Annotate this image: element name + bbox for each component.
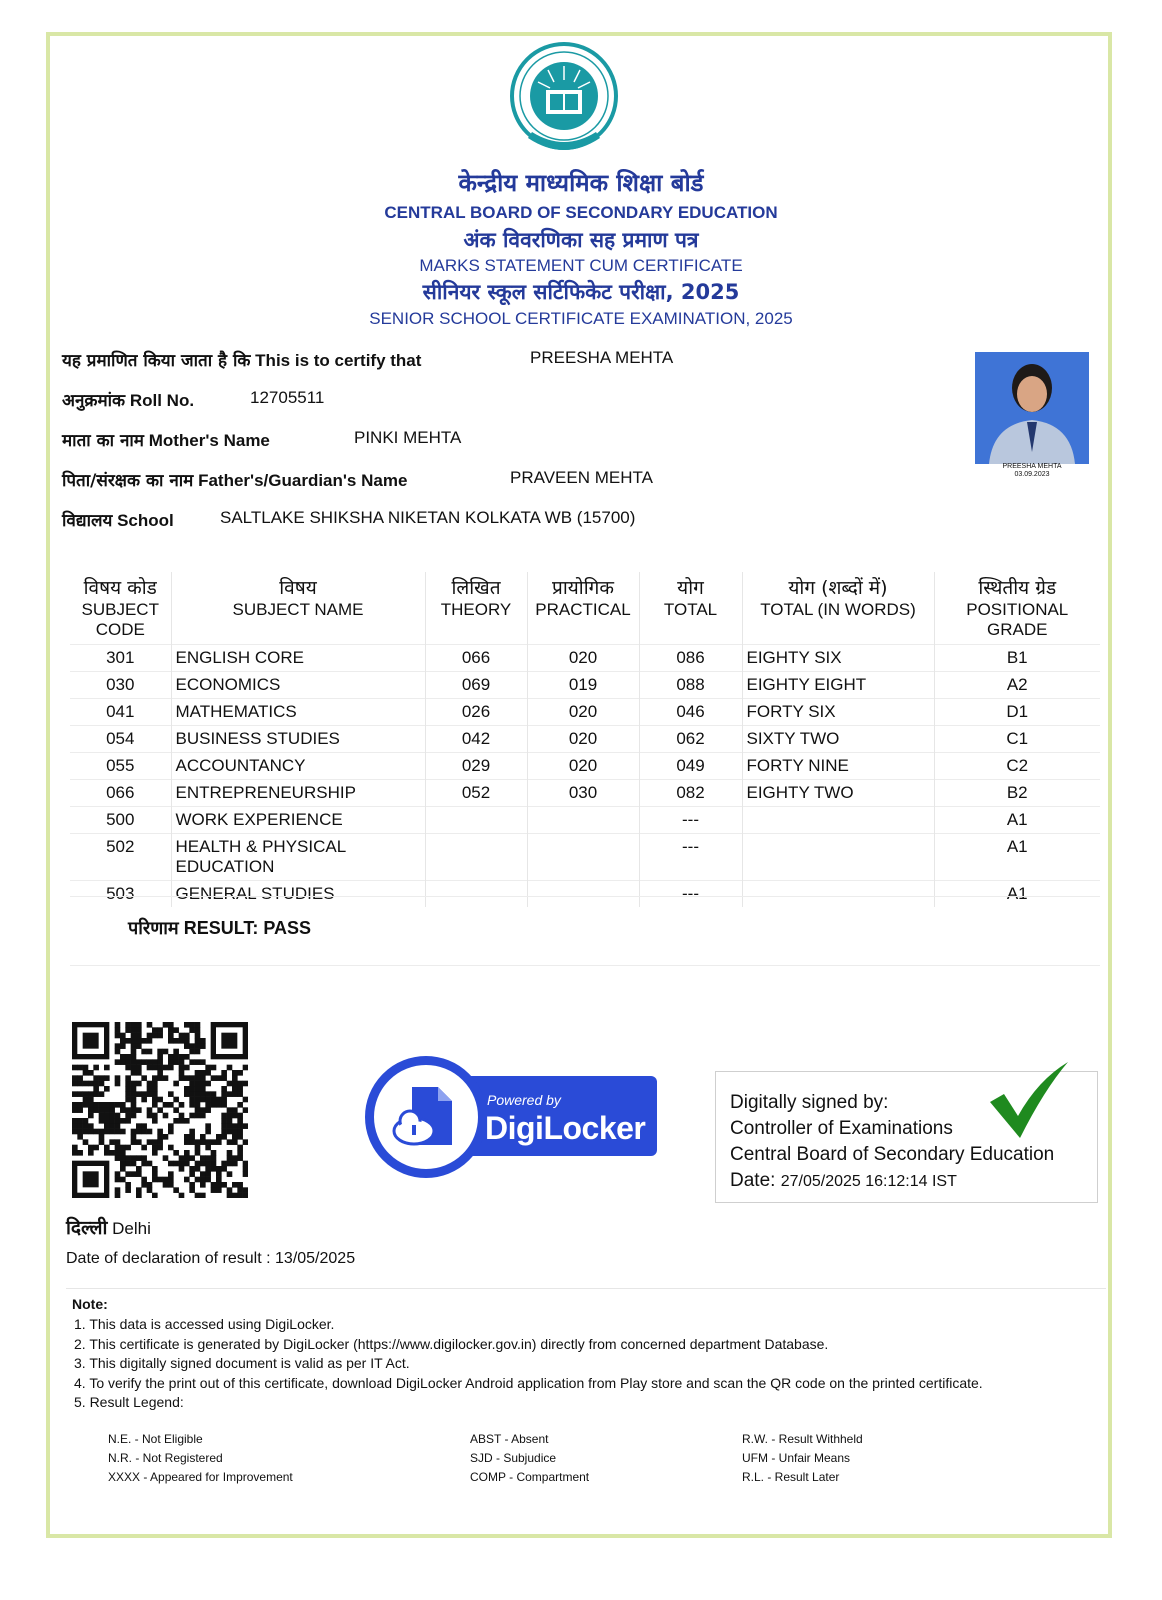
note-item: 2. This certificate is generated by DigiLocker (https://www.digilocker.gov.in) directly from concerned department Database. xyxy=(74,1335,829,1352)
candidate-name: PREESHA MEHTA xyxy=(530,348,674,367)
note-title: Note: xyxy=(72,1296,108,1312)
board-name-hindi: केन्द्रीय माध्यमिक शिक्षा बोर्ड xyxy=(458,169,704,197)
certify-label: यह प्रमाणित किया जाता है कि This is to certify that xyxy=(62,351,422,371)
exam-title-hindi: सीनियर स्कूल सर्टिफिकेट परीक्षा, 2025 xyxy=(422,280,740,304)
mother-name: PINKI MEHTA xyxy=(354,428,462,447)
person-photo-icon xyxy=(975,352,1089,464)
document-title-hindi: अंक विवरणिका सह प्रमाण पत्र xyxy=(463,228,699,252)
roll-label: अनुक्रमांक Roll No. xyxy=(62,391,195,411)
table-header-row xyxy=(70,572,1100,645)
table-row: 301 ENGLISH CORE 066 020 086 EIGHTY SIX B1 xyxy=(70,645,1100,672)
note-item: 3. This digitally signed document is valid as per IT Act. xyxy=(74,1355,410,1371)
legend-row: N.E. - Not Eligible ABST - Absent R.W. - Result Withheld xyxy=(108,1432,863,1446)
note-item: 4. To verify the print out of this certificate, download DigiLocker Android application from Play store and scan the QR code on the printed certificate. xyxy=(74,1374,983,1391)
result-label: परिणाम RESULT: PASS xyxy=(128,918,312,939)
cloud-document-icon xyxy=(374,1065,478,1169)
school-name: SALTLAKE SHIKSHA NIKETAN KOLKATA WB (15700) xyxy=(220,508,636,527)
legend-row: N.R. - Not Registered SJD - Subjudice UFM - Unfair Means xyxy=(108,1451,851,1465)
table-row: 500 WORK EXPERIENCE --- A1 xyxy=(70,807,1100,834)
header-practical: प्रायोगिक PRACTICAL xyxy=(527,572,639,645)
photo-caption: PREESHA MEHTA 03.09.2023 xyxy=(1002,463,1062,478)
checkmark-icon xyxy=(988,1060,1072,1142)
divider xyxy=(66,1288,1106,1289)
mother-label: माता का नाम Mother's Name xyxy=(62,431,270,451)
table-row: 502 HEALTH & PHYSICAL EDUCATION --- A1 xyxy=(70,834,1100,881)
result-legend xyxy=(108,1430,908,1487)
table-row: 066 ENTREPRENEURSHIP 052 030 082 EIGHTY TWO B2 xyxy=(70,780,1100,807)
header-total-words: योग (शब्दों में) TOTAL (IN WORDS) xyxy=(742,572,934,645)
header-grade: स्थितीय ग्रेड POSITIONAL GRADE xyxy=(966,577,1069,639)
table-row: 030 ECONOMICS 069 019 088 EIGHTY EIGHT A2 xyxy=(70,672,1100,699)
qr-code-icon xyxy=(72,1022,248,1198)
signature-text: Digitally signed by: Controller of Examinations Central Board of Secondary Education Date: 27/05/2025 16:12:14 IST xyxy=(730,1092,1055,1191)
table-row: 054 BUSINESS STUDIES 042 020 062 SIXTY TWO C1 xyxy=(70,726,1100,753)
place: दिल्ली Delhi xyxy=(66,1217,151,1239)
candidate-photo xyxy=(975,352,1089,464)
table-row: 055 ACCOUNTANCY 029 020 049 FORTY NINE C2 xyxy=(70,753,1100,780)
header-subject-name: विषय SUBJECT NAME xyxy=(171,572,425,645)
digilocker-powered-by: Powered by xyxy=(487,1092,561,1108)
father-label: पिता/संरक्षक का नाम Father's/Guardian's Name xyxy=(62,471,408,491)
digital-signature-box xyxy=(715,1071,1098,1203)
cbse-logo-icon xyxy=(508,40,620,164)
marks-table xyxy=(70,572,1100,907)
digilocker-badge xyxy=(365,1056,657,1178)
legend-row: XXXX - Appeared for Improvement COMP - Compartment R.L. - Result Later xyxy=(108,1470,840,1484)
header-total: योग TOTAL xyxy=(639,572,742,645)
board-name-english: CENTRAL BOARD OF SECONDARY EDUCATION xyxy=(384,203,778,222)
roll-number: 12705511 xyxy=(250,388,325,407)
school-label: विद्यालय School xyxy=(62,511,174,531)
table-row: 041 MATHEMATICS 026 020 046 FORTY SIX D1 xyxy=(70,699,1100,726)
note-item: 1. This data is accessed using DigiLocker. xyxy=(74,1316,335,1332)
note-list xyxy=(66,1315,1106,1413)
declaration-date: Date of declaration of result : 13/05/2025 xyxy=(66,1250,356,1267)
header-theory: लिखित THEORY xyxy=(425,572,527,645)
digilocker-circle xyxy=(365,1056,487,1178)
father-name: PRAVEEN MEHTA xyxy=(510,468,653,487)
table-row: 503 GENERAL STUDIES --- A1 xyxy=(70,881,1100,908)
document-title-english: MARKS STATEMENT CUM CERTIFICATE xyxy=(419,256,743,275)
exam-title-english: SENIOR SCHOOL CERTIFICATE EXAMINATION, 2025 xyxy=(369,309,793,328)
digilocker-brand: DigiLocker xyxy=(485,1110,646,1146)
header-subject-code: विषय कोड SUBJECT CODE xyxy=(70,572,171,645)
note-item: 5. Result Legend: xyxy=(74,1394,184,1410)
